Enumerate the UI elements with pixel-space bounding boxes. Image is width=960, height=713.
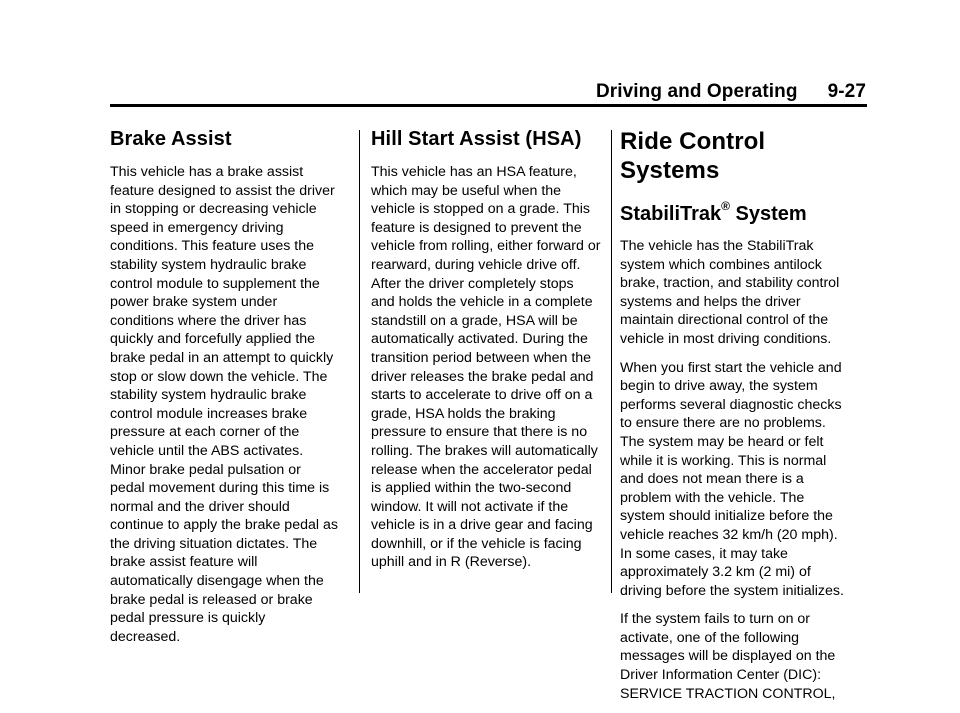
column-divider [359,130,360,593]
column-ride-control [620,127,870,713]
brake-assist-paragraph: This vehicle has a brake assist feature designed to assist the driver in stopping or decreasing vehicle speed in emergency driving conditions. This feature uses the stability system hydraulic brake control module to supplement the power brake system under conditions where the driver has quickly and forcefully applied the brake pedal in an attempt to quickly stop or slow down the vehicle. The stability system hydraulic brake control module increases brake pressure at each corner of the vehicle until the ABS activates. Minor brake pedal pulsation or pedal movement during this time is normal and the driver should continue to apply the brake pedal as the driving situation dictates. The brake assist feature will automatically disengage when the brake pedal is released or brake pedal pressure is quickly decreased. [110,164,338,645]
hill-start-assist-paragraph: This vehicle has an HSA feature, which may be useful when the vehicle is stopped on a grade. This feature is designed to prevent the vehicle from rolling, either forward or rearward, during vehicle drive off. After the driver completely stops and holds the vehicle in a complete standstill on a grade, HSA will be automatically activated. During the transition period between when the driver releases the brake pedal and starts to accelerate to drive off on a grade, HSA holds the braking pressure to ensure that there is no rolling. The brakes will automatically release when the accelerator pedal is applied within the two-second window. It will not activate if the vehicle is in a drive gear and facing downhill, or if the vehicle is facing uphill and in R (Reverse). [371,164,601,571]
stabilitrak-paragraph: The vehicle has the StabiliTrak system which combines antilock brake, traction, and stability control systems and helps the driver maintain directional control of the vehicle in most driving conditions. [620,238,840,347]
header-rule [110,104,867,107]
stabilitrak-suffix: System [730,203,807,225]
registered-mark: ® [721,199,730,214]
running-header [596,81,866,103]
ride-control-heading: Ride Control Systems [620,128,766,184]
section-name: Driving and Operating [595,81,798,102]
column-divider [611,130,612,593]
stabilitrak-paragraph: When you first start the vehicle and begin to drive away, the system performs several diagnostic checks to ensure there are no problems. The system may be heard or felt while it is working. This is normal and does not mean there is a problem with the vehicle. The system should initialize before the vehicle reaches 32 km/h (20 mph). In some cases, it may take approximately 3.2 km (2 mi) of driving before the system initializes. [620,359,844,599]
column-hill-start-assist [371,127,611,582]
brake-assist-heading: Brake Assist [110,128,232,150]
page-number: 9-27 [827,81,866,102]
column-brake-assist [110,127,350,656]
stabilitrak-heading [620,199,870,226]
hill-start-assist-heading: Hill Start Assist (HSA) [371,128,582,150]
stabilitrak-name: StabiliTrak [620,203,722,225]
stabilitrak-paragraph: If the system fails to turn on or activate, one of the following messages will be displayed on the Driver Information Center (DIC): SERVICE TRACTION CONTROL, [620,611,836,702]
